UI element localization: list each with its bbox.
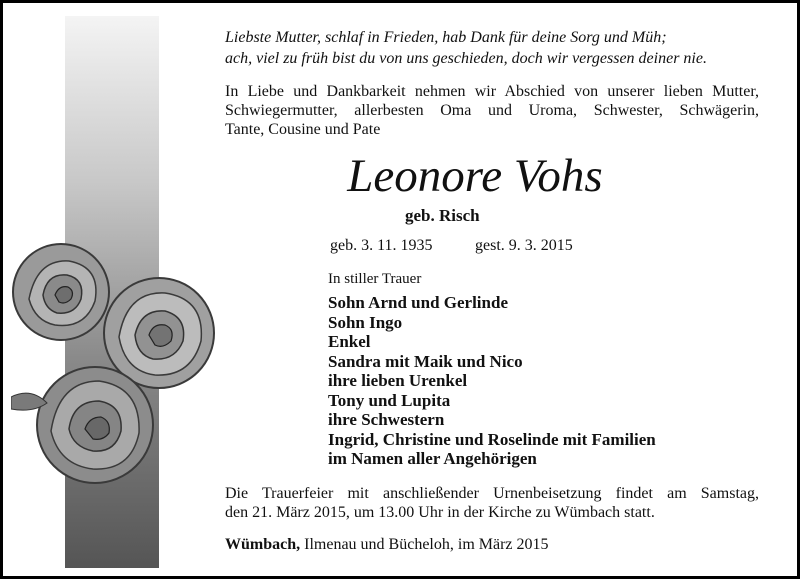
mourners-list [328,293,656,469]
intro-line-1: In Liebe und Dankbarkeit nehmen wir Abschied von unserer lieben Mutter, [225,83,759,100]
rose-top-left [13,244,109,340]
mourner-line: Sohn Ingo [328,312,403,332]
funeral-line-1: Die Trauerfeier mit anschließender Urnenbeisetzung findet am Samstag, [225,485,759,502]
mourner-line: Sohn Arnd und Gerlinde [328,293,508,312]
death-date: gest. 9. 3. 2015 [475,237,573,254]
funeral-line-2: den 21. März 2015, um 13.00 Uhr in der Kirche zu Wümbach statt. [225,504,655,521]
mourner-line: Tony und Lupita [328,390,451,410]
place-town: Wümbach, [225,536,301,553]
maiden-name: geb. Risch [405,206,480,225]
deceased-name: Leonore Vohs [347,150,603,202]
mourner-line: Enkel [328,332,371,351]
mourner-line: ihre lieben Urenkel [328,371,468,390]
poem-line-1: Liebste Mutter, schlaf in Frieden, hab Dank für deine Sorg und Müh; [225,29,667,46]
birth-date: geb. 3. 11. 1935 [330,237,433,254]
rose-bottom [37,367,153,483]
intro-line-3: Tante, Cousine und Pate [225,121,381,138]
roses-image [11,237,221,487]
place-and-date [225,536,549,554]
poem-line-2: ach, viel zu früh bist du von uns geschieden, doch wir vergessen deiner nie. [225,50,707,67]
mourning-label: In stiller Trauer [328,271,422,287]
intro-line-2: Schwiegermutter, allerbesten Oma und Uroma, Schwester, Schwägerin, [225,102,759,119]
mourner-line: Ingrid, Christine und Roselinde mit Familien [328,429,656,449]
mourner-line: im Namen aller Angehörigen [328,449,537,468]
place-rest: Ilmenau und Bücheloh, im März 2015 [300,536,549,553]
mourner-line: Sandra mit Maik und Nico [328,351,523,371]
mourner-line: ihre Schwestern [328,410,445,429]
rose-right [104,278,214,388]
